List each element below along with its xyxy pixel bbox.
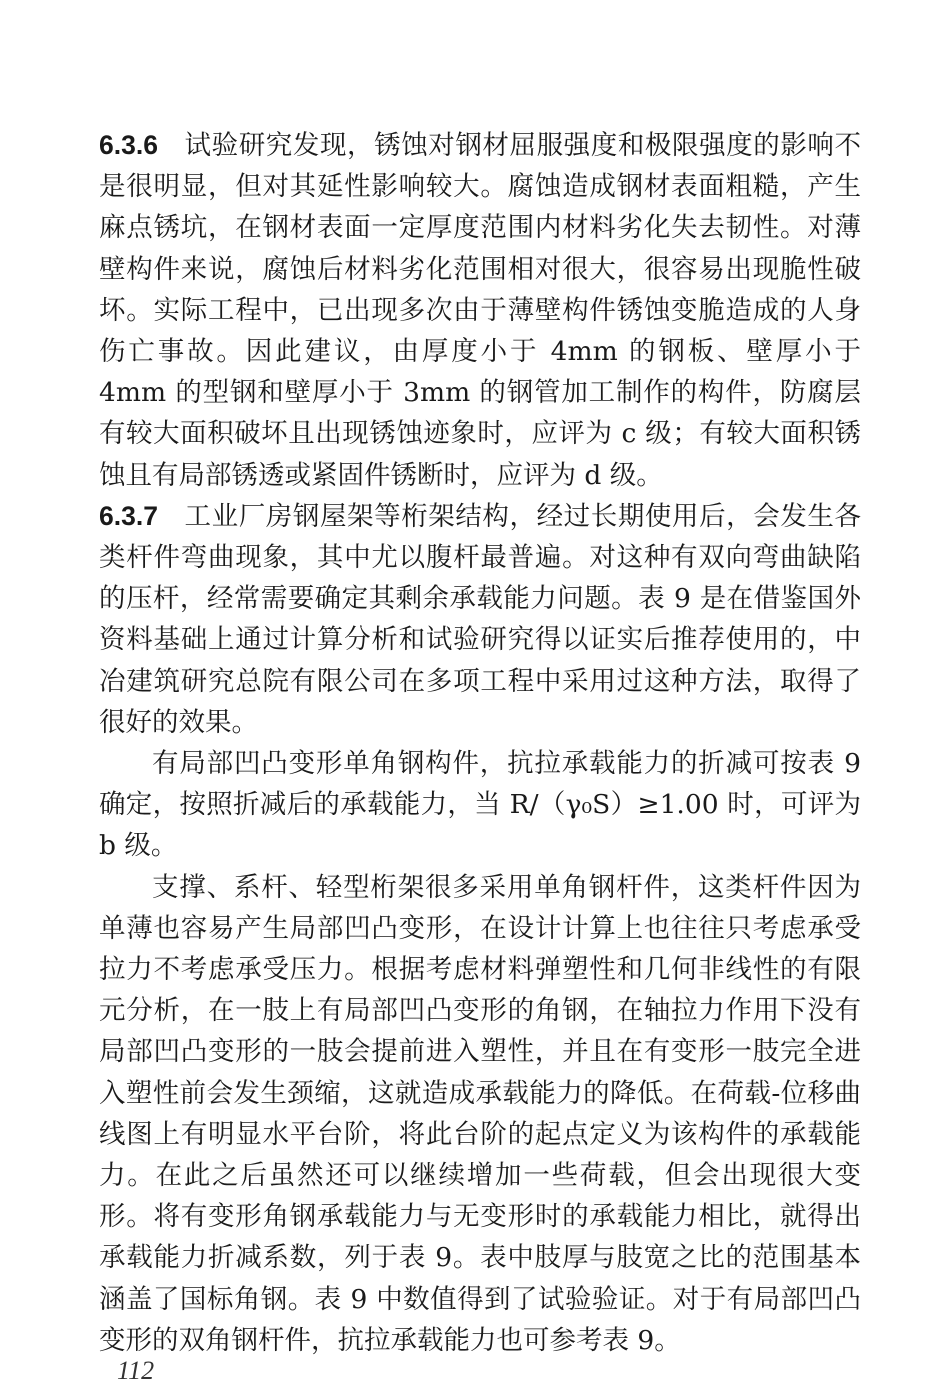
page-number: 112 [117,1356,155,1385]
clause-6-3-6 [99,125,861,496]
clause-number: 6.3.7 [99,500,158,531]
page-body [99,125,861,1361]
clause-6-3-7 [99,496,861,743]
body-paragraph: 支撑、系杆、轻型桁架很多采用单角钢杆件，这类杆件因为单薄也容易产生局部凹凸变形，在设计计算上也往往只考虑承受拉力不考虑承受压力。根据考虑材料弹塑性和几何非线性的有限元分析，在一肢上有局部凹凸变形的角钢，在轴拉力作用下没有局部凹凸变形的一肢会提前进入塑性，并且在有变形一肢完全进入塑性前会发生颈缩，这就造成承载能力的降低。在荷载-位移曲线图上有明显水平台阶，将此台阶的起点定义为该构件的承载能力。在此之后虽然还可以继续增加一些荷载，但会出现很大变形。将有变形角钢承载能力与无变形时的承载能力相比，就得出承载能力折减系数，列于表 9。表中肢厚与肢宽之比的范围基本涵盖了国标角钢。表 9 中数值得到了试验验证。对于有局部凹凸变形的双角钢杆件，抗拉承载能力也可参考表 9。 [99,871,861,1356]
clause-text: 工业厂房钢屋架等桁架结构，经过长期使用后，会发生各类杆件弯曲现象，其中尤以腹杆最普遍。对这种有双向弯曲缺陷的压杆，经常需要确定其剩余承载能力问题。表 9 是在借鉴国外资料基础上通过计算分析和试验研究得以证实后推荐使用的，中冶建筑研究总院有限公司在多项工程中采用过这种方法，取得了很好的效果。 [99,500,861,738]
body-paragraph: 有局部凹凸变形单角钢构件，抗拉承载能力的折减可按表 9 确定，按照折减后的承载能力，当 R/（γ₀S）≥1.00 时，可评为 b 级。 [99,748,861,862]
clause-number: 6.3.6 [99,130,158,160]
clause-text: 试验研究发现，锈蚀对钢材屈服强度和极限强度的影响不是很明显，但对其延性影响较大。腐蚀造成钢材表面粗糙，产生麻点锈坑，在钢材表面一定厚度范围内材料劣化失去韧性。对薄壁构件来说，腐蚀后材料劣化范围相对很大，很容易出现脆性破坏。实际工程中，已出现多次由于薄壁构件锈蚀变脆造成的人身伤亡事故。因此建议，由厚度小于 4mm 的钢板、壁厚小于 4mm 的型钢和壁厚小于 3mm 的钢管加工制作的构件，防腐层有较大面积破坏且出现锈蚀迹象时，应评为 c 级；有较大面积锈蚀且有局部锈透或紧固件锈断时，应评为 d 级。 [99,130,861,491]
